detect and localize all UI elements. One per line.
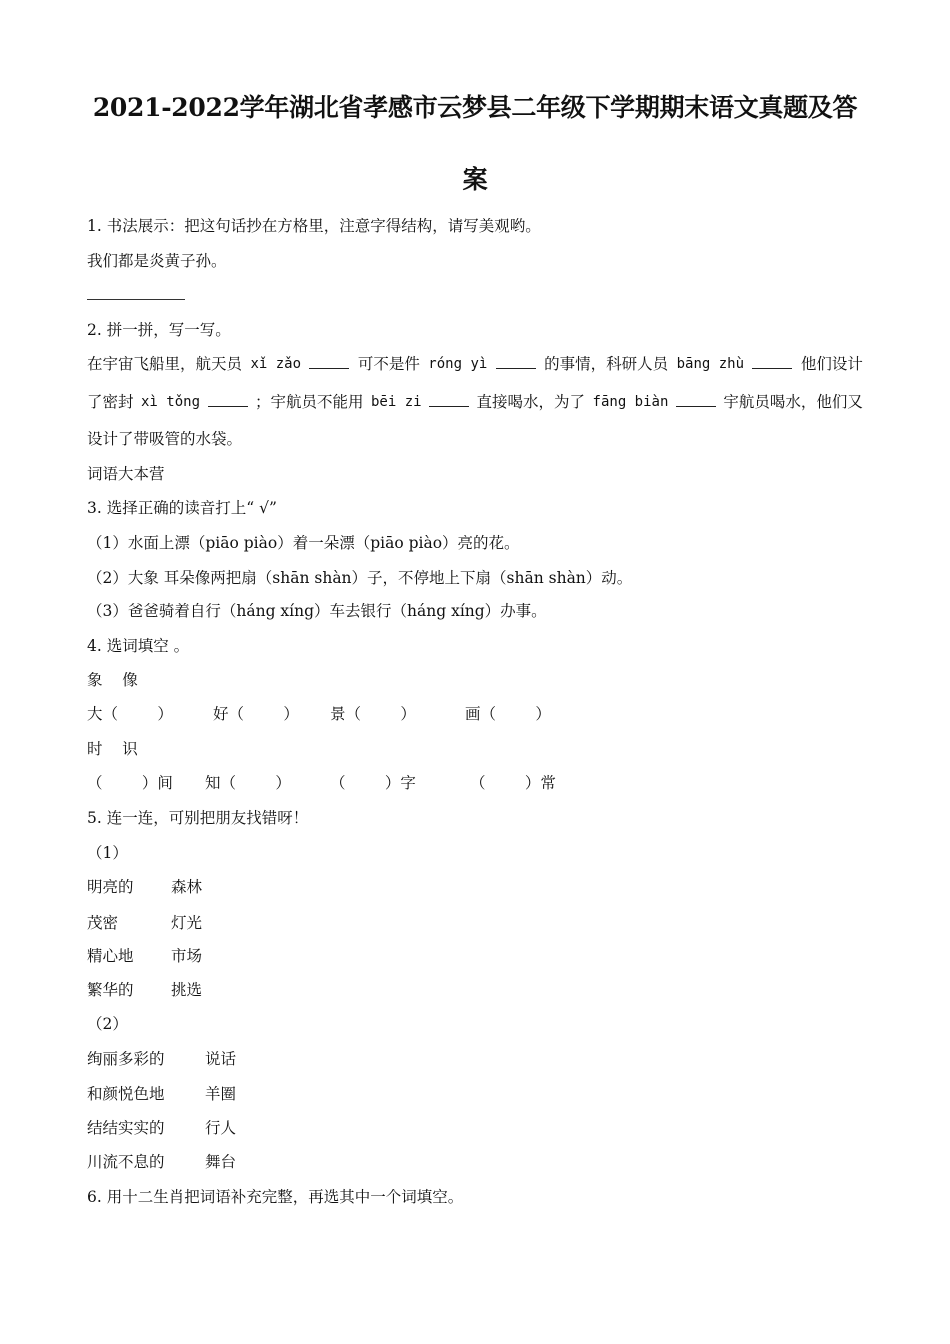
q1-prompt: 1. 书法展示：把这句话抄在方格里，注意字得结构，请写美观哟。 bbox=[87, 217, 541, 235]
q4-options-2: 时 识 bbox=[87, 740, 138, 758]
q6-prompt: 6. 用十二生肖把词语补充完整，再选其中一个词填空。 bbox=[87, 1188, 464, 1206]
q3-item-1: （1）水面上漂（piāo piào）着一朵漂（piāo piào）亮的花。 bbox=[87, 534, 520, 552]
q4-prompt: 4. 选词填空 。 bbox=[87, 637, 190, 655]
q2-prompt: 2. 拼一拼，写一写。 bbox=[87, 321, 231, 339]
q4-fill-item[interactable]: 好（ ） bbox=[213, 705, 299, 723]
match-right-item[interactable]: 森林 bbox=[171, 878, 203, 896]
match-left-item[interactable]: 精心地 bbox=[87, 947, 134, 965]
q2-paragraph-line2 bbox=[87, 392, 863, 412]
q5-part1-label: （1） bbox=[87, 844, 128, 862]
q5-part2-label: （2） bbox=[87, 1015, 128, 1033]
q2-text: 可不是件 bbox=[357, 355, 420, 373]
pinyin-bangzhu: bāng zhù bbox=[676, 356, 745, 372]
page-title-line1: 2021-2022学年湖北省孝感市云梦县二年级下学期期末语文真题及答 bbox=[92, 93, 858, 122]
q2-text: 宇航员喝水，他们又 bbox=[723, 393, 863, 411]
q2-text: 直接喝水，为了 bbox=[476, 393, 586, 411]
match-right-item[interactable]: 挑选 bbox=[171, 981, 203, 999]
match-left-item[interactable]: 川流不息的 bbox=[87, 1153, 165, 1171]
answer-blank[interactable] bbox=[429, 392, 469, 407]
q2-paragraph-line3: 设计了带吸管的水袋。 bbox=[87, 430, 243, 448]
match-right-item[interactable]: 市场 bbox=[171, 947, 203, 965]
q1-answer-line bbox=[87, 299, 185, 300]
q4-fill-item[interactable]: 画（ ） bbox=[465, 705, 551, 723]
q2-text: 在宇宙飞船里，航天员 bbox=[87, 355, 243, 373]
match-right-item[interactable]: 行人 bbox=[205, 1119, 237, 1137]
pinyin-xitong: xì tǒng bbox=[141, 394, 201, 410]
q4-fill-item[interactable]: 景（ ） bbox=[330, 705, 416, 723]
q3-item-3: （3）爸爸骑着自行（háng xíng）车去银行（háng xíng）办事。 bbox=[87, 602, 547, 620]
answer-blank[interactable] bbox=[496, 354, 536, 369]
q2-text: ；宇航员不能用 bbox=[254, 393, 364, 411]
match-left-item[interactable]: 和颜悦色地 bbox=[87, 1085, 165, 1103]
pinyin-fangbian: fāng biàn bbox=[592, 394, 669, 410]
q2-text: 的事情，科研人员 bbox=[544, 355, 669, 373]
match-left-item[interactable]: 绚丽多彩的 bbox=[87, 1050, 165, 1068]
q2-text: 他们设计 bbox=[800, 355, 863, 373]
answer-blank[interactable] bbox=[208, 392, 248, 407]
match-right-item[interactable]: 舞台 bbox=[205, 1153, 237, 1171]
match-left-item[interactable]: 结结实实的 bbox=[87, 1119, 165, 1137]
q4-fill-item[interactable]: （ ）间 bbox=[87, 774, 173, 792]
match-right-item[interactable]: 灯光 bbox=[171, 914, 203, 932]
section-heading: 词语大本营 bbox=[87, 465, 165, 483]
q1-sentence: 我们都是炎黄子孙。 bbox=[87, 252, 227, 270]
q4-fill-item[interactable]: （ ）字 bbox=[330, 774, 416, 792]
match-right-item[interactable]: 羊圈 bbox=[205, 1085, 237, 1103]
q2-text: 了密封 bbox=[87, 393, 134, 411]
q4-fill-item[interactable]: 知（ ） bbox=[205, 774, 291, 792]
match-right-item[interactable]: 说话 bbox=[205, 1050, 237, 1068]
match-left-item[interactable]: 茂密 bbox=[87, 914, 119, 932]
q4-options-1: 象 像 bbox=[87, 671, 138, 689]
answer-blank[interactable] bbox=[676, 392, 716, 407]
q4-fill-item[interactable]: 大（ ） bbox=[87, 705, 173, 723]
page-title-line2: 案 bbox=[462, 165, 488, 194]
pinyin-rongyi: róng yì bbox=[428, 356, 488, 372]
pinyin-beizi: bēi zi bbox=[370, 394, 422, 410]
match-left-item[interactable]: 明亮的 bbox=[87, 878, 134, 896]
answer-blank[interactable] bbox=[752, 354, 792, 369]
q4-fill-item[interactable]: （ ）常 bbox=[470, 774, 556, 792]
q3-prompt: 3. 选择正确的读音打上“ √” bbox=[87, 499, 277, 517]
q3-item-2: （2）大象 耳朵像两把扇（shān shàn）子，不停地上下扇（shān shàn）动。 bbox=[87, 569, 633, 587]
pinyin-xizao: xǐ zǎo bbox=[250, 356, 302, 372]
answer-blank[interactable] bbox=[309, 354, 349, 369]
match-left-item[interactable]: 繁华的 bbox=[87, 981, 134, 999]
q2-paragraph-line1 bbox=[87, 354, 863, 374]
q5-prompt: 5. 连一连，可别把朋友找错呀！ bbox=[87, 809, 309, 827]
